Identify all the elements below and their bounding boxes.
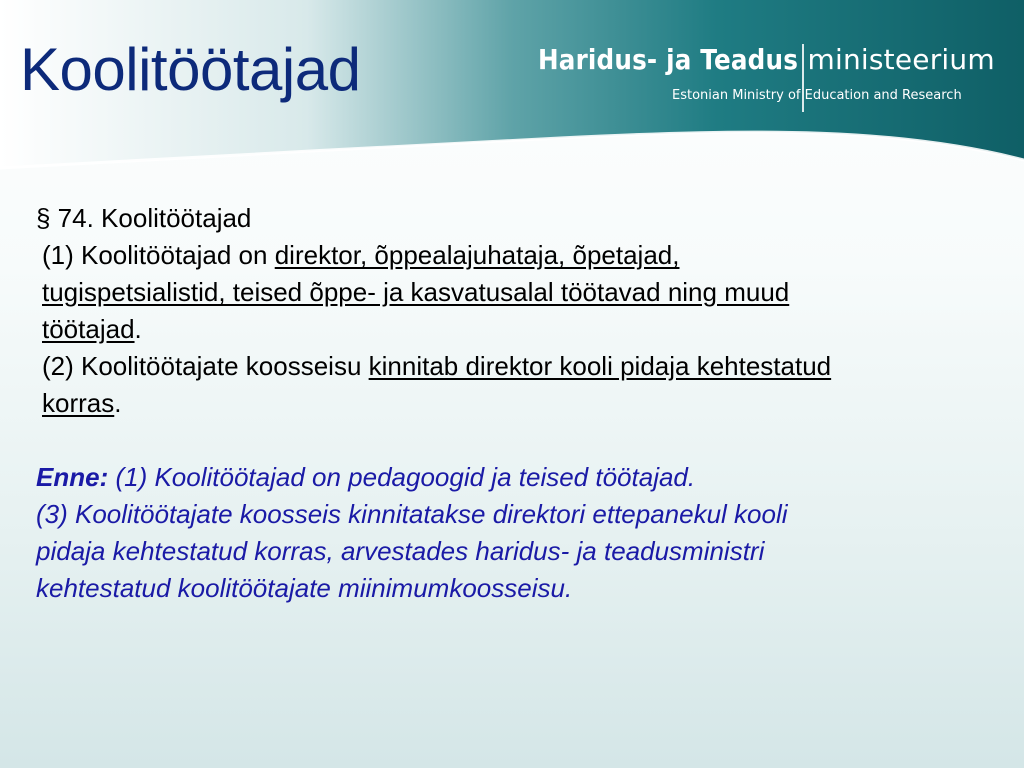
- slide-title: Koolitöötajad: [20, 36, 361, 103]
- previous-paragraph-1: [36, 459, 856, 496]
- previous-paragraph-3: (3) Koolitöötajate koosseis kinnitatakse direktori ettepanekul kooli pidaja kehtestatud korras, arvestades haridus- ja teadusministri kehtestatud koolitöötajate miinimumkoosseisu.: [36, 499, 788, 603]
- paragraph-2: [36, 348, 856, 422]
- logo-subtitle: Estonian Ministry of Education and Research: [672, 88, 962, 103]
- slide-body: [36, 200, 856, 607]
- logo-wordmark: [538, 40, 995, 80]
- paragraph-2-suffix: .: [114, 388, 122, 418]
- logo-name-light: ministeerium: [807, 43, 995, 76]
- paragraph-1-prefix: (1) Koolitöötajad on: [42, 240, 275, 270]
- previous-label: Enne:: [36, 462, 109, 492]
- paragraph-1: [36, 237, 856, 348]
- paragraph-2-prefix: (2) Koolitöötajate koosseisu: [42, 351, 369, 381]
- paragraph-1-underlined: direktor, õppealajuhataja, õpetajad, tugispetsialistid, teised õppe- ja kasvatusalal töötavad ning muud töötajad: [42, 240, 790, 344]
- section-heading: § 74. Koolitöötajad: [36, 203, 252, 233]
- paragraph-1-suffix: .: [134, 314, 142, 344]
- ministry-logo: [538, 40, 1008, 115]
- logo-name-bold: Haridus- ja Teadus: [538, 43, 799, 76]
- spacer: [36, 422, 856, 459]
- previous-p1-text: (1) Koolitöötajad on pedagoogid ja teised töötajad.: [108, 462, 696, 492]
- paragraph-2-underlined: kinnitab direktor kooli pidaja kehtestatud korras: [42, 351, 832, 418]
